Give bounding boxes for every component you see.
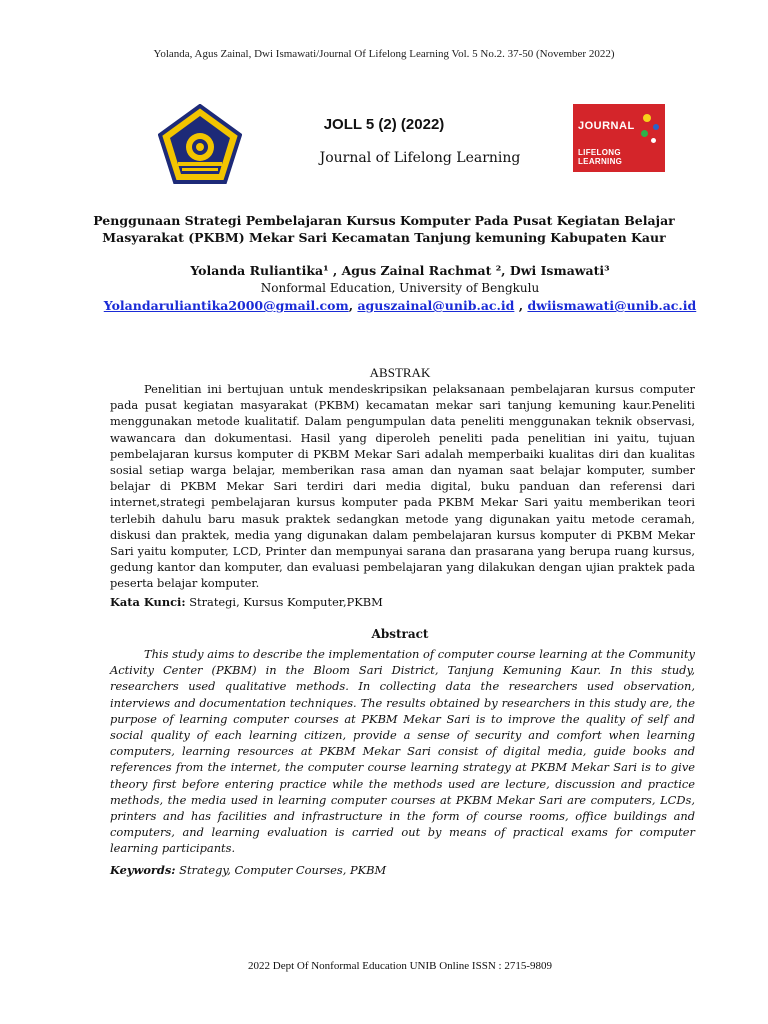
keywords xyxy=(110,863,386,877)
kata-kunci xyxy=(110,595,383,609)
masthead xyxy=(0,100,768,190)
abstrak-heading: ABSTRAK xyxy=(369,365,431,380)
abstrak-paragraph: Penelitian ini bertujuan untuk mendeskripsikan pelaksanaan pembelajaran kursus computer pada pusat kegiatan masyarakat (PKBM) kecamatan mekar sari tanjung kemuning kaur.Peneliti menggunakan metode kualitatif. Dalam pengumpulan data peneliti menggunakan teknik observasi, wawancara dan dokumentasi. Hasil yang diperoleh peneliti pada penelitian ini yaitu, tujuan pembelajaran kursus komputer di PKBM Mekar Sari adalah memperbaiki kualitas diri dan kualitas sosial setiap warga belajar, memberikan rasa aman dan nyaman saat belajar komputer, sumber belajar di PKBM Mekar Sari terdiri dari media digital, buku panduan dan referensi dari internet,strategi pembelajaran kursus komputer pada PKBM Mekar Sari yaitu memberikan teori terlebih dahulu baru masuk praktek sedangkan metode yang digunakan yaitu metode ceramah, diskusi dan praktek, media yang digunakan dalam pembelajaran kursus komputer di PKBM Mekar Sari yaitu komputer, LCD, Printer dan mempunyai sarana dan prasarana yang berupa ruang kursus, gedung kantor dan komputer, dan evaluasi pembelajaran yang dilakukan dengan ujian praktek pada peserta belajar komputer. xyxy=(110,382,695,591)
journal-logo-line1: JOURNAL xyxy=(578,120,635,132)
author-list: Yolanda Ruliantika¹ , Agus Zainal Rachmat ², Dwi Ismawati³ xyxy=(190,263,610,278)
keywords-value: Strategy, Computer Courses, PKBM xyxy=(175,863,387,877)
article-title xyxy=(90,212,678,246)
running-header: Yolanda, Agus Zainal, Dwi Ismawati/Journal Of Lifelong Learning Vol. 5 No.2. 37-50 (November 2022) xyxy=(153,48,615,60)
journal-volume: JOLL 5 (2) (2022) xyxy=(323,116,445,133)
email-separator: , xyxy=(514,298,528,313)
logo-dot-icon xyxy=(641,130,648,137)
affiliation: Nonformal Education, University of Bengkulu xyxy=(260,281,540,295)
email-link-3[interactable]: dwiismawati@unib.ac.id xyxy=(527,298,697,313)
email-link-1[interactable]: Yolandaruliantika2000@gmail.com xyxy=(103,298,349,313)
abstrak-body xyxy=(110,381,695,592)
logo-dot-icon xyxy=(643,114,651,122)
logo-dot-icon xyxy=(653,124,659,130)
page-footer: 2022 Dept Of Nonformal Education UNIB Online ISSN : 2715-9809 xyxy=(248,960,552,972)
email-link-2[interactable]: aguszainal@unib.ac.id xyxy=(357,298,515,313)
kata-kunci-value: Strategi, Kursus Komputer,PKBM xyxy=(185,595,383,609)
kata-kunci-label: Kata Kunci: xyxy=(110,595,186,609)
journal-logo xyxy=(573,104,665,172)
abstract-heading: Abstract xyxy=(371,627,429,641)
email-separator: , xyxy=(348,298,358,313)
journal-name: Journal of Lifelong Learning xyxy=(319,150,521,166)
article-title-line1: Penggunaan Strategi Pembelajaran Kursus Komputer Pada Pusat Kegiatan Belajar xyxy=(93,213,675,228)
article-title-line2: Masyarakat (PKBM) Mekar Sari Kecamatan Tanjung kemuning Kabupaten Kaur xyxy=(102,230,666,245)
logo-dot-icon xyxy=(651,138,656,143)
keywords-label: Keywords: xyxy=(110,863,176,877)
abstract-body xyxy=(110,646,695,857)
abstract-paragraph: This study aims to describe the implementation of computer course learning at the Community Activity Center (PKBM) in the Bloom Sari District, Tanjung Kemuning Kaur. In this study, researchers used qualitative methods. In collecting data the researchers used observation, interviews and documentation techniques. The results obtained by researchers in this study are, the purpose of learning computer courses at PKBM Mekar Sari is to improve the quality of self and social quality of each learning citizen, provide a sense of security and comfort when learning computers, learning resources at PKBM Mekar Sari consist of digital media, guide books and references from the internet, the computer course learning strategy at PKBM Mekar Sari is to give theory first before entering practice while the methods used are lecture, discussion and practice methods, the media used in learning computer courses at PKBM Mekar Sari are computers, LCDs, printers and has facilities and infrastructure in the form of course rooms, office buildings and computers, and learning evaluation is carried out by means of practical exams for computer learning participants. xyxy=(110,647,695,856)
journal-logo-line2: LIFELONG LEARNING xyxy=(578,148,623,166)
author-emails xyxy=(0,298,768,313)
